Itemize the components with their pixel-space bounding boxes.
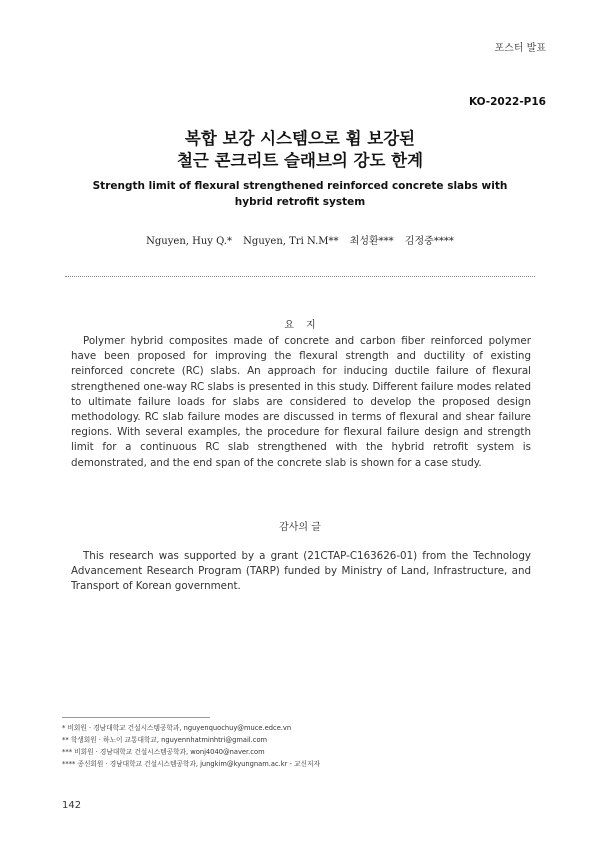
footnote-1: * 비회원 · 경남대학교 건설시스템공학과, nguyenquochuy@muce.edce.vn: [62, 724, 292, 732]
author-list: [60, 232, 540, 247]
author-3: 최성환***: [349, 236, 394, 247]
korean-title-line-2: 철근 콘크리트 슬래브의 강도 한계: [176, 151, 424, 170]
page-number: 142: [62, 800, 82, 811]
acknowledgement-text: This research was supported by a grant (21CTAP-C163626-01) from the Technology Advancement Research Program (TARP) funded by Ministry of Land, Infrastructure, and Transport of Korean government.: [71, 550, 531, 593]
author-2: Nguyen, Tri N.M**: [243, 236, 339, 247]
dotted-divider: [65, 276, 535, 277]
footnote-4: **** 종신회원 · 경남대학교 건설시스템공학과, jungkim@kyungnam.ac.kr - 교신저자: [62, 760, 320, 768]
footnote-3: *** 비회원 · 경남대학교 건설시스템공학과, wonj4040@naver.com: [62, 748, 265, 756]
session-category: 포스터 발표: [494, 43, 546, 54]
korean-title: [60, 128, 540, 172]
author-4: 김정중****: [404, 236, 454, 247]
paper-id: KO-2022-P16: [468, 96, 546, 108]
acknowledgement-heading: 감사의 글: [279, 522, 321, 533]
footnote-2: ** 학생회원 · 하노이 교통대학교, nguyennhatminhtri@gmail.com: [62, 736, 268, 744]
abstract-heading: 요지: [284, 320, 328, 331]
footnote-divider: [62, 717, 210, 718]
author-1: Nguyen, Huy Q.*: [146, 236, 232, 247]
english-title: [90, 178, 510, 210]
english-title-line-1: Strength limit of flexural strengthened reinforced concrete slabs with: [92, 180, 508, 192]
english-title-line-2: hybrid retrofit system: [234, 196, 366, 208]
footnotes: [62, 722, 542, 770]
abstract-text: Polymer hybrid composites made of concrete and carbon fiber reinforced polymer have been proposed for improving the flexural strength and ductility of existing reinforced concrete (RC) slabs. An approach for inducing ductile failure of flexural strengthened one-way RC slabs is presented in this study. Different failure modes related to ultimate failure loads for slabs are considered to develop the proposed design methodology. RC slab failure modes are discussed in terms of flexural and shear failure regions. With several examples, the procedure for flexural failure design and strength limit for a continuous RC slab strengthened with the hybrid retrofit system is demonstrated, and the end span of the concrete slab is shown for a case study.: [71, 335, 531, 469]
korean-title-line-1: 복합 보강 시스템으로 휨 보강된: [184, 129, 416, 148]
